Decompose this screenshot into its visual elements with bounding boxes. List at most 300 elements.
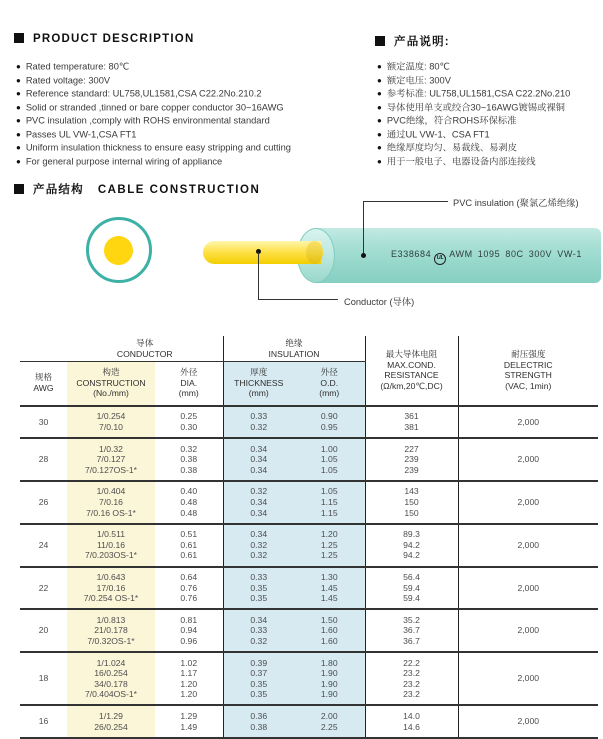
thickness-cell: [223, 567, 294, 610]
bullet-text: Reference standard: UL758,UL1581,CSA C22.2No.210.2: [25, 88, 262, 99]
strength-cell: [458, 438, 598, 481]
cell-line: 0.34: [250, 507, 268, 518]
cell-line: 1.15: [320, 497, 338, 508]
spec-table-head: [20, 336, 598, 406]
cell-line: 150: [404, 507, 419, 518]
cell-line: 30: [38, 416, 49, 427]
cell-line: 1.02: [180, 657, 198, 668]
cell-line: 0.37: [250, 668, 268, 679]
awg-cell: [20, 438, 67, 481]
cell-line: (Ω/km,20℃,DC): [380, 381, 443, 392]
cell-line: 0.36: [250, 710, 268, 721]
cell-line: 7/0.10: [99, 422, 123, 433]
conductor-core-circle: [104, 236, 133, 265]
resistance-cell: [365, 481, 458, 524]
bullet-item: [377, 101, 570, 115]
cell-line: 22.2: [403, 657, 420, 668]
bullet-item: [16, 128, 291, 142]
construction-cell: [67, 567, 155, 610]
cell-line: 0.96: [180, 635, 198, 646]
bullet-item: [377, 87, 570, 101]
awg-cell: [20, 524, 67, 567]
cell-line: 0.34: [250, 443, 268, 454]
cell-line: 1.50: [320, 614, 338, 625]
cell-line: 16: [38, 716, 49, 727]
cell-line: 26: [38, 497, 49, 508]
conductor-leader-line-v: [258, 252, 259, 300]
awg-cell: [20, 406, 67, 438]
bullet-text: Passes UL VW-1,CSA FT1: [25, 129, 137, 139]
bullet-icon: ●: [16, 62, 21, 71]
cell-line: 150: [404, 497, 419, 508]
cable-construction-title: [14, 181, 260, 197]
cell-line: 227: [404, 443, 419, 454]
cell-line: 0.35: [250, 593, 268, 604]
thickness-cell: [223, 652, 294, 705]
cell-line: 0.61: [180, 539, 198, 550]
bullet-item: [377, 155, 570, 169]
cell-line: 1.20: [320, 529, 338, 540]
cell-line: THICKNESS: [234, 377, 284, 388]
dia-cell: [155, 524, 223, 567]
cell-line: 0.32: [250, 635, 268, 646]
cell-line: 0.25: [180, 411, 198, 422]
cell-line: 1.90: [320, 689, 338, 700]
bullet-icon: ●: [377, 143, 382, 152]
table-row: [20, 438, 598, 481]
bullet-text: PVC insulation ,comply with ROHS environmental standard: [25, 115, 270, 126]
cell-line: 239: [404, 464, 419, 475]
cell-line: 2,000: [517, 416, 540, 427]
resistance-header: [365, 336, 458, 406]
pvc-leader-dot: [361, 253, 366, 258]
cell-line: 2,000: [517, 582, 540, 593]
cell-line: INSULATION: [268, 348, 320, 359]
title-square-icon: [14, 33, 24, 43]
bullet-text: 绝缘厚度均匀、易裁线、易剥皮: [386, 142, 518, 153]
cell-line: 0.33: [250, 572, 268, 582]
cell-line: STRENGTH: [504, 370, 552, 381]
cell-line: 7/0.16 OS-1*: [86, 507, 136, 518]
product-description-list: [16, 60, 291, 168]
cell-line: 1.60: [320, 625, 338, 636]
insulation-group-header: [223, 336, 365, 362]
cell-line: 0.33: [250, 411, 268, 422]
od-cell: [294, 438, 365, 481]
cell-line: 1/0.511: [96, 529, 126, 540]
product-description-cn-title: [375, 33, 450, 49]
cell-line: 7/0.32OS-1*: [87, 635, 135, 646]
od-header: [294, 362, 365, 406]
cell-line: 1/0.32: [99, 443, 123, 454]
cell-line: 构造: [102, 367, 120, 378]
bullet-text: Uniform insulation thickness to ensure easy stripping and cutting: [25, 142, 291, 153]
cross-section-ring: [86, 217, 152, 283]
strength-cell: [458, 705, 598, 737]
cell-line: 0.40: [180, 486, 198, 497]
od-cell: [294, 406, 365, 438]
table-row: [20, 652, 598, 705]
bullet-text: 导体使用单支或绞合30~16AWG镀锡或裸铜: [386, 102, 565, 112]
resistance-cell: [365, 652, 458, 705]
construction-cell: [67, 438, 155, 481]
cell-line: 36.7: [403, 625, 420, 636]
strength-header: [458, 336, 598, 406]
cell-line: RESISTANCE: [384, 370, 439, 381]
dia-cell: [155, 609, 223, 652]
awg-cell: [20, 481, 67, 524]
bullet-text: Solid or stranded ,tinned or bare copper conductor 30~16AWG: [25, 102, 284, 112]
cell-line: 7/0.254 OS-1*: [83, 593, 139, 604]
od-cell: [294, 652, 365, 705]
cell-line: 0.35: [250, 678, 268, 689]
cell-line: 0.34: [250, 464, 268, 475]
construction-cell: [67, 481, 155, 524]
cell-line: 0.76: [180, 582, 198, 593]
bullet-icon: ●: [377, 102, 382, 112]
dia-cell: [155, 567, 223, 610]
cell-line: 0.76: [180, 593, 198, 604]
conductor-rod-end: [306, 241, 323, 264]
cell-line: 1.60: [320, 635, 338, 646]
conductor-leader-line-h: [258, 299, 338, 300]
od-cell: [294, 705, 365, 737]
cell-line: 7/0.404OS-1*: [84, 689, 138, 700]
cell-line: 1.25: [320, 539, 338, 550]
cell-line: 0.35: [250, 582, 268, 593]
bullet-item: [16, 87, 291, 101]
thickness-cell: [223, 524, 294, 567]
bullet-icon: ●: [16, 129, 21, 139]
cell-line: DIA.: [180, 377, 198, 388]
od-cell: [294, 567, 365, 610]
cell-line: 2,000: [517, 716, 540, 727]
cell-line: 7/0.127: [96, 454, 126, 465]
cell-line: 0.34: [250, 529, 268, 540]
cell-line: 0.32: [250, 422, 268, 433]
cell-line: 2.00: [320, 710, 338, 721]
bullet-icon: ●: [377, 75, 382, 85]
cell-line: 2,000: [517, 497, 540, 508]
cell-line: 1/1.29: [99, 710, 123, 721]
bullet-icon: ●: [377, 89, 382, 98]
bullet-item: [16, 101, 291, 115]
cell-line: 1.05: [320, 486, 338, 497]
cell-line: 0.34: [250, 454, 268, 465]
cell-line: 0.48: [180, 507, 198, 518]
thickness-cell: [223, 609, 294, 652]
bullet-item: [377, 141, 570, 155]
resistance-cell: [365, 705, 458, 737]
cell-line: 17/0.16: [96, 582, 126, 593]
bullet-item: [16, 155, 291, 169]
construction-cell: [67, 524, 155, 567]
cell-line: 56.4: [403, 572, 420, 582]
cell-line: 2,000: [517, 625, 540, 636]
cell-line: 1.49: [180, 721, 198, 732]
cell-line: DELECTRIC: [503, 359, 553, 370]
dia-cell: [155, 406, 223, 438]
cell-line: 36.7: [403, 635, 420, 646]
product-description-cn-title-text: 产品说明:: [394, 36, 450, 48]
cell-line: 外径: [320, 367, 338, 378]
bullet-text: PVC绝缘，符合ROHS环保标准: [386, 115, 517, 126]
cell-line: 7/0.16: [99, 497, 123, 508]
cell-line: 0.95: [320, 422, 338, 433]
bullet-icon: ●: [377, 116, 382, 125]
cell-line: 1.00: [320, 443, 338, 454]
cell-line: CONDUCTOR: [116, 348, 173, 359]
bullet-item: [16, 114, 291, 128]
cell-line: 0.39: [250, 657, 268, 668]
bullet-icon: ●: [377, 129, 382, 139]
cell-line: 14.0: [403, 710, 420, 721]
cell-line: MAX.COND.: [387, 359, 436, 370]
bullet-text: 额定温度: 80℃: [386, 61, 450, 72]
bullet-item: [16, 141, 291, 155]
dia-cell: [155, 652, 223, 705]
cell-line: 0.35: [250, 689, 268, 700]
group-header-row: [20, 336, 598, 362]
cell-line: 耐压强度: [511, 349, 546, 360]
bullet-text: 参考标准: UL758,UL1581,CSA C22.2No.210: [386, 88, 571, 99]
dia-cell: [155, 481, 223, 524]
corner-cell: [20, 336, 67, 362]
cell-line: 厚度: [250, 367, 268, 378]
cell-line: 35.2: [403, 614, 420, 625]
construction-header: [67, 362, 155, 406]
strength-cell: [458, 609, 598, 652]
cell-line: 0.38: [250, 721, 268, 732]
bullet-text: For general purpose internal wiring of appliance: [25, 156, 223, 166]
cell-line: 2,000: [517, 454, 540, 465]
awg-cell: [20, 567, 67, 610]
resistance-cell: [365, 567, 458, 610]
resistance-cell: [365, 406, 458, 438]
conductor-group-header: [67, 336, 223, 362]
cell-line: (mm): [319, 388, 340, 399]
product-description-title: [14, 33, 194, 45]
bullet-item: [16, 74, 291, 88]
awg-cell: [20, 609, 67, 652]
cable-print: [391, 249, 582, 265]
cell-line: 1.30: [320, 572, 338, 582]
cell-line: 24: [38, 539, 49, 550]
cell-line: 0.90: [320, 411, 338, 422]
cell-line: 89.3: [403, 529, 420, 540]
table-row: [20, 406, 598, 438]
strength-cell: [458, 567, 598, 610]
cell-line: 1/0.643: [96, 572, 126, 582]
cell-line: (VAC, 1min): [505, 381, 552, 392]
conductor-label: Conductor (导体): [344, 297, 415, 307]
bullet-item: [377, 128, 570, 142]
cell-line: 绝缘: [285, 338, 303, 348]
thickness-cell: [223, 406, 294, 438]
product-description-title-text: PRODUCT DESCRIPTION: [33, 33, 195, 45]
awg-cell: [20, 705, 67, 737]
bullet-item: [377, 74, 570, 88]
pvc-insulation-label: PVC insulation (聚氯乙烯绝缘): [453, 198, 579, 208]
cell-line: 21/0.178: [94, 625, 128, 636]
cell-line: 1.80: [320, 657, 338, 668]
cell-line: 规格: [34, 372, 53, 383]
cell-line: 1.45: [320, 593, 338, 604]
cell-line: 1.29: [180, 710, 198, 721]
construction-cell: [67, 652, 155, 705]
cell-line: 59.4: [403, 582, 420, 593]
cell-line: 7/0.203OS-1*: [84, 550, 138, 561]
cell-line: 0.32: [250, 486, 268, 497]
title-square-icon: [14, 184, 24, 194]
strength-cell: [458, 481, 598, 524]
spec-table: [20, 336, 598, 739]
bullet-text: 用于一般电子、电器设备内部连接线: [386, 156, 536, 166]
thickness-cell: [223, 481, 294, 524]
cell-line: 239: [404, 454, 419, 465]
bullet-text: 通过UL VW-1、CSA FT1: [386, 129, 490, 139]
cell-line: 1.17: [180, 668, 198, 679]
cell-line: 94.2: [403, 550, 420, 561]
cell-line: 1.20: [180, 678, 198, 689]
bullet-text: Rated temperature: 80℃: [25, 61, 130, 72]
cell-line: (No./mm): [93, 388, 129, 399]
od-cell: [294, 609, 365, 652]
construction-cell: [67, 609, 155, 652]
cell-line: 0.51: [180, 529, 198, 540]
cell-line: 361: [404, 411, 419, 422]
bullet-icon: ●: [377, 156, 382, 166]
cell-line: 1.05: [320, 464, 338, 475]
construction-cell: [67, 406, 155, 438]
cell-line: (mm): [248, 388, 269, 399]
cell-line: 0.81: [180, 614, 198, 625]
pvc-leader-line-h: [363, 201, 448, 202]
cell-line: 1.20: [180, 689, 198, 700]
cell-line: 0.61: [180, 550, 198, 561]
cell-line: 20: [38, 625, 49, 636]
od-cell: [294, 524, 365, 567]
bullet-item: [377, 60, 570, 74]
cell-line: 0.32: [180, 443, 198, 454]
cell-line: O.D.: [320, 377, 339, 388]
strength-cell: [458, 524, 598, 567]
bullet-icon: ●: [16, 102, 21, 112]
cell-line: 1/0.254: [96, 411, 126, 422]
cell-line: 0.48: [180, 497, 198, 508]
cell-line: 2.25: [320, 721, 338, 732]
cell-line: 1.45: [320, 582, 338, 593]
cell-line: 94.2: [403, 539, 420, 550]
awg-cell: [20, 652, 67, 705]
conductor-rod: [203, 241, 321, 264]
cell-line: (mm): [178, 388, 199, 399]
thickness-cell: [223, 438, 294, 481]
strength-cell: [458, 652, 598, 705]
cell-line: 0.94: [180, 625, 198, 636]
strength-cell: [458, 406, 598, 438]
table-row: [20, 481, 598, 524]
bullet-icon: ●: [16, 116, 21, 125]
table-row: [20, 705, 598, 737]
cell-line: 59.4: [403, 593, 420, 604]
ul-logo-icon: UL: [434, 253, 446, 265]
pvc-leader-line-v: [363, 201, 364, 255]
dia-cell: [155, 705, 223, 737]
cell-line: 0.30: [180, 422, 198, 433]
product-description-cn-list: [377, 60, 570, 168]
cell-line: 1/1.024: [96, 657, 126, 668]
cell-line: 1.25: [320, 550, 338, 561]
cell-line: 14.6: [403, 721, 420, 732]
cell-line: 最大导体电阻: [385, 349, 438, 360]
resistance-cell: [365, 609, 458, 652]
bullet-icon: ●: [16, 143, 21, 152]
cell-line: CONSTRUCTION: [76, 377, 146, 388]
bullet-icon: ●: [16, 156, 21, 166]
cell-line: 外径: [180, 367, 198, 378]
bullet-text: 额定电压: 300V: [386, 75, 451, 85]
resistance-cell: [365, 438, 458, 481]
cable-print-cert: E338684: [391, 249, 432, 259]
cell-line: 0.38: [180, 454, 198, 465]
bullet-item: [16, 60, 291, 74]
thickness-header: [223, 362, 294, 406]
cell-line: 2,000: [517, 673, 540, 684]
cell-line: 2,000: [517, 539, 540, 550]
cell-line: 34/0.178: [94, 678, 128, 689]
cell-line: 28: [38, 454, 49, 465]
cell-line: 0.34: [250, 614, 268, 625]
construction-cell: [67, 705, 155, 737]
od-cell: [294, 481, 365, 524]
table-row: [20, 567, 598, 610]
cell-line: 0.33: [250, 625, 268, 636]
cell-line: 导体: [136, 338, 154, 348]
cell-line: 7/0.127OS-1*: [84, 464, 138, 475]
bullet-icon: ●: [377, 62, 382, 71]
cell-line: AWG: [33, 383, 54, 394]
cell-line: 18: [38, 673, 49, 684]
cell-line: 0.32: [250, 550, 268, 561]
cell-line: 11/0.16: [96, 539, 126, 550]
cable-construction-title-cn: 产品结构: [33, 184, 84, 196]
cell-line: 1.15: [320, 507, 338, 518]
cell-line: 1/0.813: [96, 614, 126, 625]
bullet-icon: ●: [16, 75, 21, 85]
dia-cell: [155, 438, 223, 481]
bullet-item: [377, 114, 570, 128]
cell-line: 23.2: [403, 678, 420, 689]
cable-print-spec: AWM 1095 80C 300V VW-1: [449, 249, 583, 259]
bullet-icon: ●: [16, 89, 21, 98]
cell-line: 0.32: [250, 539, 268, 550]
cell-line: 381: [404, 422, 419, 433]
cable-construction-title-en: CABLE CONSTRUCTION: [97, 184, 261, 196]
thickness-cell: [223, 705, 294, 737]
bullet-text: Rated voltage: 300V: [25, 75, 111, 85]
cell-line: 1.05: [320, 454, 338, 465]
cell-line: 0.34: [250, 497, 268, 508]
resistance-cell: [365, 524, 458, 567]
cell-line: 1.90: [320, 668, 338, 679]
cell-line: 23.2: [403, 689, 420, 700]
table-row: [20, 609, 598, 652]
title-square-icon: [375, 36, 385, 46]
cell-line: 0.64: [180, 572, 198, 582]
cell-line: 0.38: [180, 464, 198, 475]
cell-line: 143: [404, 486, 419, 497]
